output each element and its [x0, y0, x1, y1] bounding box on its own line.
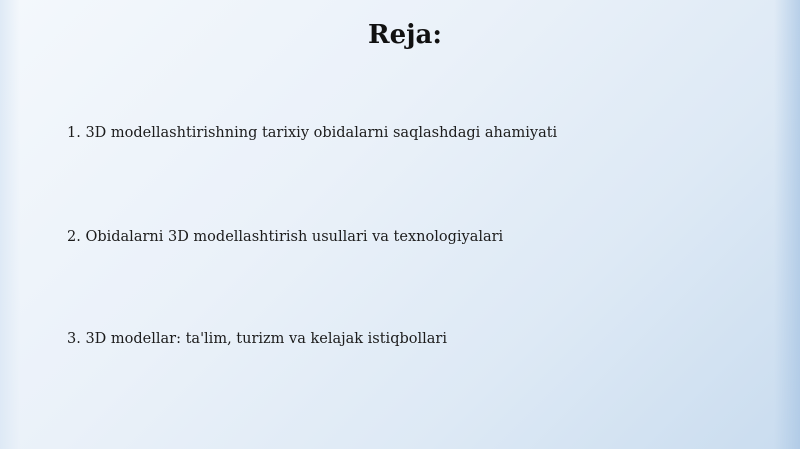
plan-item-3: 3. 3D modellar: ta'lim, turizm va kelajak istiqbollari — [67, 331, 447, 347]
plan-item-2: 2. Obidalarni 3D modellashtirish usullari va texnologiyalari — [67, 229, 504, 245]
plan-item-1: 1. 3D modellashtirishning tarixiy obidalarni saqlashdagi ahamiyati — [67, 125, 558, 141]
slide-right-edge-decoration — [774, 0, 800, 449]
slide-title: Reja: — [367, 20, 442, 50]
slide-left-edge-decoration — [0, 0, 20, 449]
